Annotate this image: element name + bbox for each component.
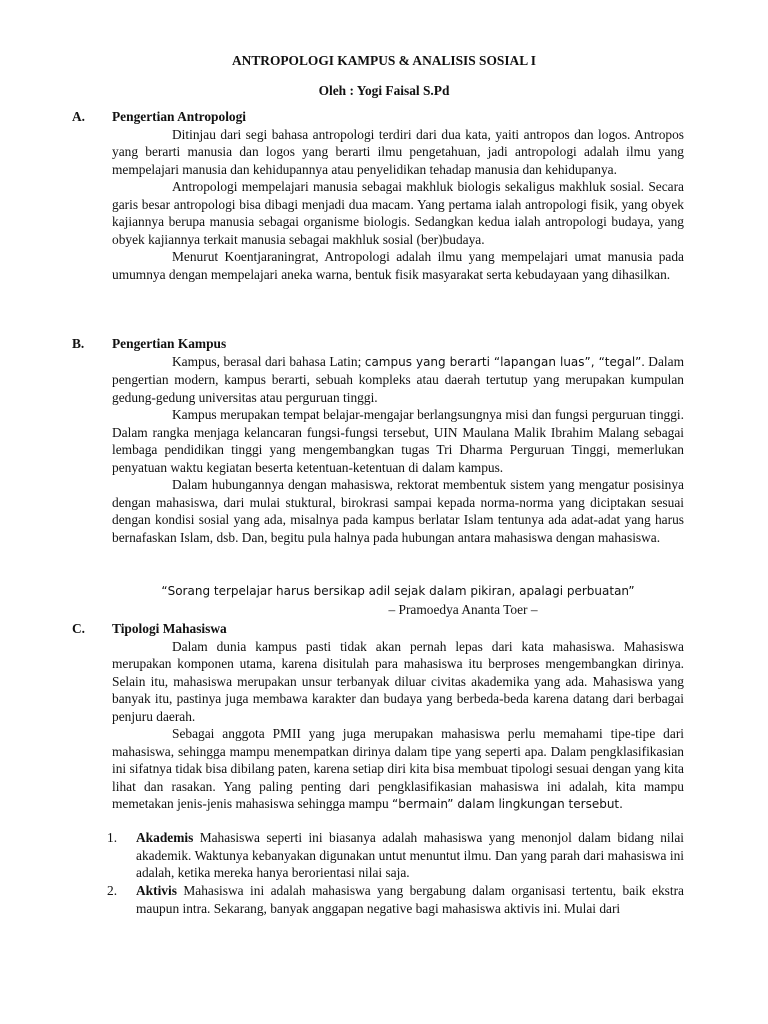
section-c-heading	[72, 620, 684, 638]
list-item-description: Mahasiswa ini adalah mahasiswa yang bergabung dalam organisasi tertentu, baik ekstra maupun intra. Sekarang, banyak anggapan negative bagi mahasiswa aktivis ini. Mulai dari	[136, 883, 684, 916]
quote-text: “Sorang terpelajar harus bersikap adil sejak dalam pikiran, apalagi perbuatan”	[161, 584, 635, 598]
list-item-description: Mahasiswa seperti ini biasanya adalah mahasiswa yang menonjol dalam bidang nilai akademik. Waktunya kebanyakan digunakan untut menuntut ilmu. Dan yang parah dari mahasiswa ini adalah, ketika mereka hanya berorientasi nilai saja.	[136, 830, 684, 880]
section-c	[72, 620, 684, 814]
section-a-paragraph-3: Menurut Koentjaraningrat, Antropologi adalah ilmu yang mempelajari umat manusia pada umumnya dengan mempelajari aneka warna, bentuk fisik masyarakat serta kebudayaan yang dihasilkan.	[112, 249, 684, 282]
section-a-paragraph-2: Antropologi mempelajari manusia sebagai makhluk biologis sekaligus makhluk sosial. Secara garis besar antropologi bisa dibagi menjadi dua macam. Yang pertama ialah antropologi fisik, yang obyek kajiannya berupa manusia sebagai organisme biologis. Sedangkan kedua ialah antropologi budaya, yang obyek kajiannya terkait manusia sebagai makhluk sosial (ber)budaya.	[112, 179, 684, 247]
section-c-paragraph-2	[112, 725, 684, 814]
section-b-paragraph-1	[112, 353, 684, 407]
list-item-term: Aktivis	[136, 883, 177, 898]
section-c-title: Tipologi Mahasiswa	[112, 621, 227, 636]
section-c-p2-main: Sebagai anggota PMII yang juga merupakan mahasiswa perlu memahami tipe-tipe dari mahasiswa, sehingga mampu menempatkan dirinya dalam tipe yang seperti apa. Dalam pengklasifikasian ini sifatnya tidak bisa dibilang paten, karena setiap diri kita bisa membuat tipologi sesuai dengan yang kita lihat dan rasakan. Yang paling penting dari pengklasifikasian mahasiswa ini adalah, kita mampu memetakan jenis-jenis mahasiswa sehingga mampu	[112, 726, 684, 811]
section-b-paragraph-2: Kampus merupakan tempat belajar-mengajar berlangsungnya misi dan fungsi perguruan tinggi. Dalam rangka menjaga kelancaran fungsi-fungsi tersebut, UIN Maulana Malik Ibrahim Malang sebagai lembaga pendidikan tinggi yang mengembangkan tugas Tri Dharma Perguruan Tinggi, memerlukan penyatuan waktu kegiatan beserta ketentuan-ketentuan di dalam kampus.	[112, 407, 684, 475]
list-item-number: 1.	[107, 830, 118, 845]
section-b-p1-rest: . Dalam pengertian modern, kampus berarti, sebuah kompleks atau daerah tertutup yang merupakan kumpulan gedung-gedung universitas atau perguruan tinggi.	[112, 353, 684, 405]
section-b-heading	[72, 335, 684, 353]
section-a-title: Pengertian Antropologi	[112, 109, 247, 124]
list-item-number: 2.	[107, 883, 118, 898]
section-a	[72, 108, 684, 283]
section-c-p2-bermain: “bermain” dalam lingkungan tersebut.	[392, 797, 623, 811]
document-author: Oleh : Yogi Faisal S.Pd	[318, 83, 450, 98]
section-a-paragraph-1: Ditinjau dari segi bahasa antropologi terdiri dari dua kata, yaiti antropos dan logos. Antropos yang berarti manusia dan logos yang berarti ilmu pengetahuan, jadi antropologi adalah ilmu yang mempelajari manusia dan kehidupannya atau penyelidikan tehadap manusia dan kehidupanya.	[112, 126, 684, 177]
quote-author: – Pramoedya Ananta Toer –	[388, 602, 538, 617]
list-item-term: Akademis	[136, 830, 194, 845]
section-b-p1-start: Kampus, berasal dari bahasa Latin;	[172, 353, 365, 369]
list-item-text	[136, 829, 684, 882]
section-b-p1-campus-quote: campus yang berarti “lapangan luas”, “tegal”	[364, 354, 642, 369]
document-title: ANTROPOLOGI KAMPUS & ANALISIS SOSIAL I	[232, 53, 536, 68]
list-item-text	[136, 882, 684, 917]
list-item	[107, 829, 684, 882]
section-b-title: Pengertian Kampus	[112, 336, 227, 351]
section-a-heading	[72, 108, 684, 126]
section-c-paragraph-1: Dalam dunia kampus pasti tidak akan pernah lepas dari kata mahasiswa. Mahasiswa merupakan komponen utama, karena disitulah para mahasiswa itu berproses mengembangkan dirinya. Selain itu, mahasiswa merupakan unsur terbanyak diluar civitas akademika yang ada. Mahasiswa yang banyak itu, pastinya juga membawa karakter dan budaya yang berbeda-beda karena datang dari berbagai penjuru daerah.	[112, 638, 684, 724]
section-b-paragraph-3: Dalam hubungannya dengan mahasiswa, rektorat membentuk sistem yang mengatur posisinya dengan mahasiswa, dari mulai stuktural, birokrasi sampai kepada norma-norma yang diciptakan sesuai dengan kondisi sosial yang ada, misalnya pada kampus berlatar Islam tentunya ada adat-adat yang harus bernafaskan Islam, dsb. Dan, begitu pula halnya pada hubungan antara mahasiswa dengan mahasiswa.	[112, 477, 684, 545]
section-a-letter: A.	[72, 109, 86, 124]
section-b	[72, 335, 684, 546]
section-c-letter: C.	[72, 621, 86, 636]
section-b-letter: B.	[72, 336, 85, 351]
list-item	[107, 882, 684, 917]
